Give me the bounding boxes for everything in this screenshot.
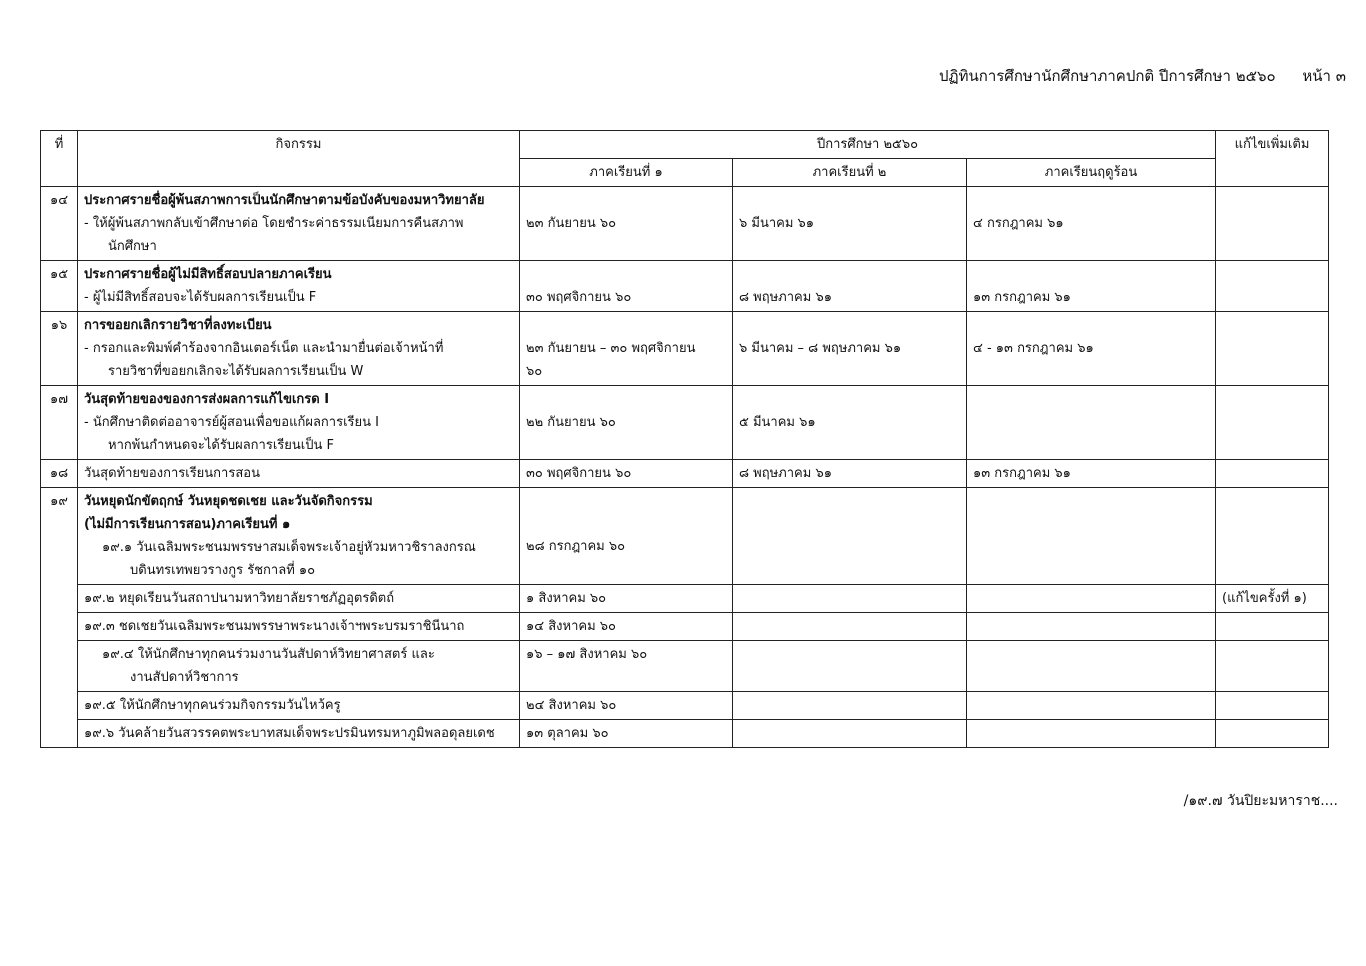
activity-cell [78, 312, 520, 386]
term2-date [733, 720, 967, 748]
note-cell: (แก้ไขครั้งที่ ๑) [1216, 585, 1329, 613]
activity-title: วันสุดท้ายของการเรียนการสอน [78, 460, 520, 488]
activity-detail: หากพ้นกำหนดจะได้รับผลการเรียนเป็น F [108, 438, 334, 453]
term2-date: ๖ มีนาคม ๖๑ [733, 187, 967, 261]
summer-date: ๔ กรกฎาคม ๖๑ [967, 187, 1216, 261]
activity-title: ประกาศรายชื่อผู้พ้นสภาพการเป็นนักศึกษาตามข้อบังคับของมหาวิทยาลัย [84, 193, 485, 208]
activity-cell [78, 386, 520, 460]
row-number: ๑๔ [41, 187, 78, 261]
table-row [41, 720, 1329, 748]
page-number: หน้า ๓ [1302, 67, 1346, 85]
table-row [41, 585, 1329, 613]
note-cell [1216, 692, 1329, 720]
term1-date-line: ๒๓ กันยายน – ๓๐ พฤศจิกายน [526, 341, 696, 356]
term2-date [733, 488, 967, 585]
col-year-header: ปีการศึกษา ๒๕๖๐ [520, 131, 1216, 159]
term2-date: ๘ พฤษภาคม ๖๑ [733, 261, 967, 312]
table-row [41, 187, 1329, 261]
note-cell [1216, 613, 1329, 641]
activity-detail: - ผู้ไม่มีสิทธิ์สอบจะได้รับผลการเรียนเป็น F [84, 290, 317, 305]
note-cell [1216, 488, 1329, 585]
row-number: ๑๖ [41, 312, 78, 386]
term2-date [733, 613, 967, 641]
sub-item: บดินทรเทพยวรางกูร รัชกาลที่ ๑๐ [130, 563, 316, 578]
summer-date: ๔ - ๑๓ กรกฎาคม ๖๑ [967, 312, 1216, 386]
continuation-note: /๑๙.๗ วันปิยะมหาราช.... [1183, 793, 1338, 809]
col-term1-header: ภาคเรียนที่ ๑ [520, 159, 733, 187]
term2-date [733, 641, 967, 692]
academic-calendar-table [40, 130, 1329, 748]
note-cell [1216, 312, 1329, 386]
table-row [41, 261, 1329, 312]
term2-date: ๕ มีนาคม ๖๑ [733, 386, 967, 460]
table-row [41, 488, 1329, 585]
activity-cell [78, 261, 520, 312]
term1-date-line: ๖๐ [526, 364, 543, 379]
activity-detail: - นักศึกษาติดต่ออาจารย์ผู้สอนเพื่อขอแก้ผลการเรียน I [84, 415, 379, 430]
table-row [41, 386, 1329, 460]
activity-title: ประกาศรายชื่อผู้ไม่มีสิทธิ์สอบปลายภาคเรียน [84, 267, 332, 282]
header-row [41, 131, 1329, 159]
sub-item: ๑๙.๒ หยุดเรียนวันสถาปนามหาวิทยาลัยราชภัฏอุตรดิตถ์ [78, 585, 520, 613]
summer-date [967, 692, 1216, 720]
activity-title: การขอยกเลิกรายวิชาที่ลงทะเบียน [84, 318, 272, 333]
table-row [41, 460, 1329, 488]
sub-item: ๑๙.๖ วันคล้ายวันสวรรคตพระบาทสมเด็จพระปรมินทรมหาภูมิพลอดุลยเดช [78, 720, 520, 748]
term1-date: ๒๔ สิงหาคม ๖๐ [520, 692, 733, 720]
term1-date [520, 312, 733, 386]
note-cell [1216, 261, 1329, 312]
activity-cell [78, 488, 520, 585]
activity-title: (ไม่มีการเรียนการสอน)ภาคเรียนที่ ๑ [84, 517, 291, 532]
col-summer-header: ภาคเรียนฤดูร้อน [967, 159, 1216, 187]
summer-date: ๑๓ กรกฎาคม ๖๑ [967, 261, 1216, 312]
sub-item: ๑๙.๔ ให้นักศึกษาทุกคนร่วมงานวันสัปดาห์วิทยาศาสตร์ และ [102, 647, 435, 662]
summer-date [967, 488, 1216, 585]
term1-date: ๒๒ กันยายน ๖๐ [520, 386, 733, 460]
sub-item-cell [78, 641, 520, 692]
summer-date [967, 613, 1216, 641]
term1-date: ๑๓ ตุลาคม ๖๐ [520, 720, 733, 748]
row-number: ๑๗ [41, 386, 78, 460]
col-term2-header: ภาคเรียนที่ ๒ [733, 159, 967, 187]
note-cell [1216, 641, 1329, 692]
table-row [41, 613, 1329, 641]
activity-cell [78, 187, 520, 261]
term1-date: ๓๐ พฤศจิกายน ๖๐ [520, 261, 733, 312]
sub-item: ๑๙.๑ วันเฉลิมพระชนมพรรษาสมเด็จพระเจ้าอยู่หัวมหาวชิราลงกรณ [102, 540, 476, 555]
term1-date: ๒๓ กันยายน ๖๐ [520, 187, 733, 261]
term1-date: ๑๖ – ๑๗ สิงหาคม ๖๐ [520, 641, 733, 692]
activity-title: วันหยุดนักขัตฤกษ์ วันหยุดชดเชย และวันจัดกิจกรรม [84, 494, 373, 509]
summer-date: ๑๓ กรกฎาคม ๖๑ [967, 460, 1216, 488]
sub-item: งานสัปดาห์วิชาการ [130, 670, 239, 685]
term1-date: ๒๘ กรกฎาคม ๖๐ [520, 488, 733, 585]
note-cell [1216, 386, 1329, 460]
term2-date [733, 692, 967, 720]
note-cell [1216, 187, 1329, 261]
document-title: ปฏิทินการศึกษานักศึกษาภาคปกติ ปีการศึกษา ๒๕๖๐ [939, 67, 1276, 85]
col-activity-header: กิจกรรม [78, 131, 520, 187]
note-cell [1216, 720, 1329, 748]
summer-date [967, 386, 1216, 460]
term2-date: ๘ พฤษภาคม ๖๑ [733, 460, 967, 488]
note-cell [1216, 460, 1329, 488]
sub-item: ๑๙.๕ ให้นักศึกษาทุกคนร่วมกิจกรรมวันไหว้ครู [78, 692, 520, 720]
term1-date: ๑ สิงหาคม ๖๐ [520, 585, 733, 613]
activity-detail: นักศึกษา [108, 239, 157, 254]
term2-date [733, 585, 967, 613]
summer-date [967, 641, 1216, 692]
activity-title: วันสุดท้ายของของการส่งผลการแก้ไขเกรด I [84, 392, 330, 407]
sub-item: ๑๙.๓ ชดเชยวันเฉลิมพระชนมพรรษาพระนางเจ้าฯพระบรมราชินีนาถ [78, 613, 520, 641]
col-no-header: ที่ [41, 131, 78, 187]
row-number: ๑๙ [41, 488, 78, 748]
row-number: ๑๕ [41, 261, 78, 312]
summer-date [967, 585, 1216, 613]
table-row [41, 692, 1329, 720]
term2-date: ๖ มีนาคม – ๘ พฤษภาคม ๖๑ [733, 312, 967, 386]
activity-detail: - กรอกและพิมพ์คำร้องจากอินเตอร์เน็ต และนำมายื่นต่อเจ้าหน้าที่ [84, 341, 444, 356]
table-row [41, 641, 1329, 692]
col-note-header: แก้ไขเพิ่มเติม [1216, 131, 1329, 187]
term1-date: ๓๐ พฤศจิกายน ๖๐ [520, 460, 733, 488]
activity-detail: - ให้ผู้พ้นสภาพกลับเข้าศึกษาต่อ โดยชำระค่าธรรมเนียมการคืนสภาพ [84, 216, 464, 231]
row-number: ๑๘ [41, 460, 78, 488]
table-row [41, 312, 1329, 386]
page-header [939, 64, 1346, 88]
summer-date [967, 720, 1216, 748]
term1-date: ๑๔ สิงหาคม ๖๐ [520, 613, 733, 641]
activity-detail: รายวิชาที่ขอยกเลิกจะได้รับผลการเรียนเป็น W [108, 364, 364, 379]
